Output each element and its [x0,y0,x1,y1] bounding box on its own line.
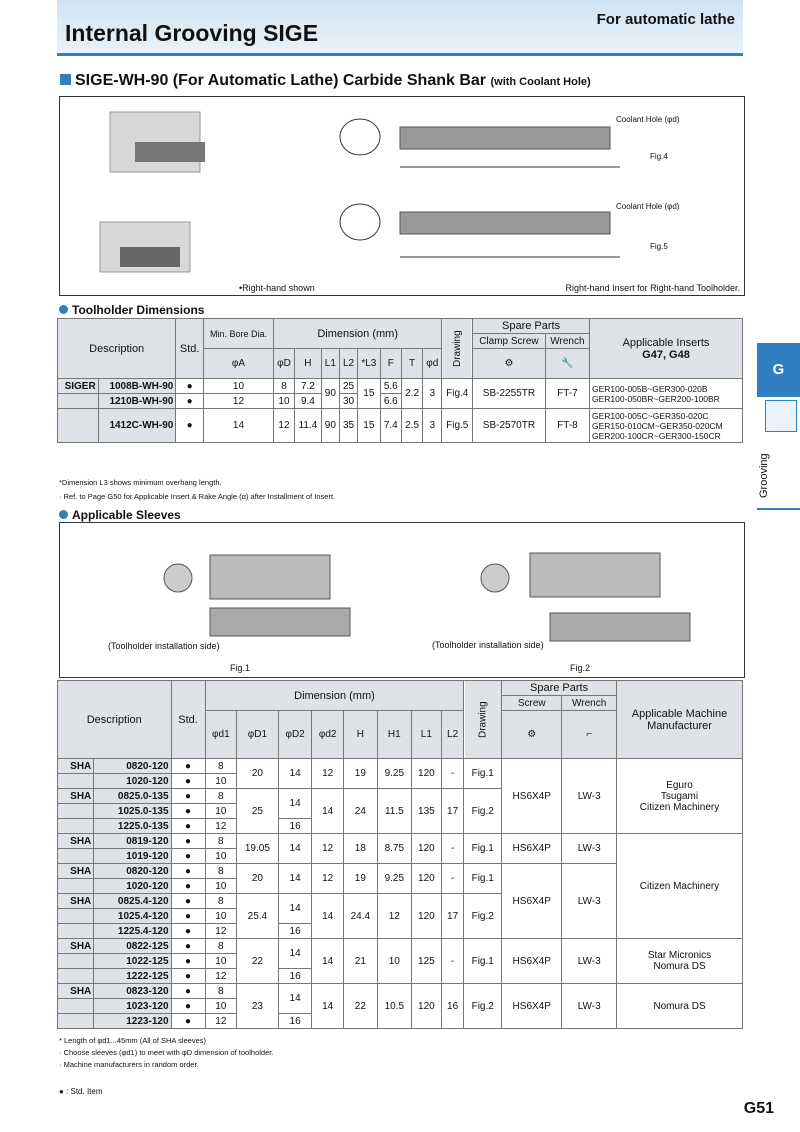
table-cell [58,879,94,894]
table-cell: 17 [441,789,463,834]
table-cell: ● [171,999,205,1014]
note: · Choose sleeves (φd1) to meet with φD dimension of toolholder. [59,1048,274,1057]
table-cell: Fig.1 [464,834,502,864]
table-cell [58,909,94,924]
note: *Dimension L3 shows minimum overhang length. [59,478,222,487]
table-cell: SHA [58,984,94,999]
table-cell: 8 [205,894,236,909]
table-cell: HS6X4P [502,834,562,864]
table-cell: 14 [312,939,343,984]
table-cell: Fig.1 [464,864,502,894]
maker-name: Nomura DS [653,961,706,972]
table-cell: ● [171,819,205,834]
sleeve-diagram [59,522,745,678]
table-cell: 135 [411,789,441,834]
table-cell: ● [171,864,205,879]
table-cell: - [441,864,463,894]
table-cell: 14 [278,864,312,894]
table-cell: 23 [237,984,279,1029]
table-cell: 8 [205,759,236,774]
table-cell: 18 [343,834,377,864]
table-cell: 12 [205,819,236,834]
right-hand-insert-note: Right-hand Insert for Right-hand Toolholder. [565,283,740,293]
table-cell: 10 [205,849,236,864]
table-cell: 1020-120 [94,774,171,789]
coolant-label: Coolant Hole (φd) [616,115,680,124]
grooving-icon [765,400,797,432]
table-cell: 1022-125 [94,954,171,969]
table-cell: 16 [278,1014,312,1029]
page-header [57,0,743,56]
section-vertical-label: Grooving [758,453,770,499]
table-cell: SHA [58,894,94,909]
table-cell: 14 [278,984,312,1014]
table-cell: 16 [278,819,312,834]
table-cell: LW-3 [562,984,617,1029]
table-cell: 22 [343,984,377,1029]
table-cell: 9.25 [377,759,411,789]
table-cell: 8 [205,864,236,879]
install-label-2: (Toolholder installation side) [432,640,544,650]
table-cell: 120 [411,864,441,894]
table-cell: 14 [312,789,343,834]
table-cell: 10 [205,999,236,1014]
table-cell: HS6X4P [502,864,562,939]
table-cell: ● [171,774,205,789]
legend: ● : Std. Item [59,1087,103,1096]
table-cell: LW-3 [562,939,617,984]
table-cell [617,939,743,984]
table-cell: ● [171,1014,205,1029]
tool-diagram [59,96,745,296]
table-cell: ● [171,924,205,939]
table-cell [58,969,94,984]
table-cell: 21 [343,939,377,984]
table-cell: 0823-120 [94,984,171,999]
table-row: SIGER 1008B-WH-90 ● 10 8 7.2 90 25 15 5.6 2.2 3 Fig.4 SB-2255TR FT-7 GER100-005B~GER300-020B GER100-050BR~GER200-100BR [58,379,743,394]
page-title: Internal Grooving SIGE [65,20,319,46]
fig1-label: Fig.1 [230,663,251,673]
maker-name: Citizen Machinery [639,801,720,813]
table-cell: 1222-125 [94,969,171,984]
table-cell [58,954,94,969]
table-cell [58,1014,94,1029]
table-cell [617,834,743,939]
fig4-label: Fig.4 [650,152,668,161]
table-cell: Fig.1 [464,939,502,984]
table-cell: 12 [312,759,343,789]
table-cell: Fig.2 [464,789,502,834]
table-cell: 120 [411,759,441,789]
table-cell: 10 [205,909,236,924]
table-cell: 14 [278,789,312,819]
table-cell: 14 [278,759,312,789]
table-cell: 14 [312,984,343,1029]
table-cell: 16 [278,969,312,984]
table-cell: SHA [58,789,94,804]
table-cell: 16 [278,924,312,939]
clamp-screw-icon: ⚙ [473,349,546,379]
table-cell: 12 [312,864,343,894]
table-cell: 10 [205,774,236,789]
table-cell: 24.4 [343,894,377,939]
install-label: (Toolholder installation side) [108,641,220,651]
sleeves-table: Description Std. Dimension (mm) Drawing Spare Parts Applicable Machine Manufacturer Screw Wrench φd1 φD1 φD2 φd2 H H1 L1 L2 ⚙ ⌐ SHA 0820-120 ● 8 20 14 12 19 9.25 120 - Fig.1 HS6X4P LW-3 Eguro Tsugami Citizen Machinery 1020-120 ● 10 SHA 0825.0-135 ● 8 25 14 14 24 11.5 135 17 Fig.2 1025.0-135 ● 10 1225.0-135 ● 12 16 SHA 0819-120 ● 8 19.05 14 12 18 8.75 120 - Fig.1 HS6X4P LW-3 Citizen Machinery 1019-120 ● 10 SHA 0820-120 ● 8 20 14 12 19 9.25 120 - Fig.1 HS6X4P LW-3 1020-120 ● 10 SHA 0825.4-120 ● 8 25.4 14 14 24.4 12 120 17 Fig.2 1025.4-120 ● 10 1225.4-120 ● 12 16 SHA 0822-125 ● 8 22 14 14 21 10 125 - Fig.1 HS6X4P LW-3 Star Micronics Nomura DS 1022-125 ● 10 1222-125 ● 12 16 SHA 0823-120 ● 8 23 14 14 22 10.5 120 16 Fig.2 HS6X4P LW-3 Nomura DS 1023-120 ● 10 1223-120 ● 12 16 [57,680,743,1029]
square-icon [60,74,71,85]
table-cell: 0825.4-120 [94,894,171,909]
table-cell [58,774,94,789]
hex-wrench-icon: ⌐ [562,711,617,759]
table-cell: 0820-120 [94,759,171,774]
table-cell: ● [171,984,205,999]
table-cell: SHA [58,939,94,954]
table-cell: Fig.2 [464,984,502,1029]
table-cell: ● [171,954,205,969]
table-cell: 14 [278,894,312,924]
table-cell: 24 [343,789,377,834]
divider [757,508,800,510]
table-cell: 12 [205,969,236,984]
table-cell: 120 [411,894,441,939]
table-cell: 11.5 [377,789,411,834]
table-cell [617,984,743,1029]
table-cell: 22 [237,939,279,984]
bullet-icon [59,510,68,519]
table-cell: LW-3 [562,834,617,864]
table-cell: 8 [205,984,236,999]
table-cell: LW-3 [562,864,617,939]
maker-name: Eguro [666,779,693,791]
table-cell: 8.75 [377,834,411,864]
toolholder-table: Description Std. Min. Bore Dia. Dimension (mm) Drawing Spare Parts Applicable Inserts G47, G48 Clamp Screw Wrench φA φD H L1 L2 *L3 F T φd ⚙ 🔧 SIGER 1008B-WH-90 ● 10 8 7.2 90 25 15 5.6 2.2 3 Fig.4 SB-2255TR FT-7 GER100-005B~GER300-020B GER100-050BR~GER200-100BR 1210B-WH-90 ● 12 10 9.4 30 6.6 1412C-WH-90 ● 14 12 11.4 90 35 15 7.4 2.5 3 Fig.5 SB-2570TR FT-8 GER100-005C~GER350-020C GER150-010CM~GER350-020CM GER200-100CR~GER300-150CR [57,318,743,443]
fig5-label: Fig.5 [650,242,668,251]
table-cell: 12 [205,924,236,939]
table-cell: ● [171,789,205,804]
table-cell: 1025.0-135 [94,804,171,819]
table-cell: ● [171,939,205,954]
table-cell [58,924,94,939]
table-cell: HS6X4P [502,984,562,1029]
table-cell: 12 [205,1014,236,1029]
table-cell: 1223-120 [94,1014,171,1029]
table-cell: 1019-120 [94,849,171,864]
table-cell: Fig.2 [464,894,502,939]
table-row [58,939,743,954]
page-subtitle: For automatic lathe [596,11,735,28]
table-cell: - [441,759,463,789]
table-cell: 12 [312,834,343,864]
screw-icon: ⚙ [502,711,562,759]
section-tab: G [757,343,800,397]
table-cell: HS6X4P [502,939,562,984]
section-title: SIGE-WH-90 (For Automatic Lathe) Carbide Shank Bar (with Coolant Hole) [60,72,591,90]
wrench-icon: 🔧 [545,349,589,379]
table-cell: HS6X4P [502,759,562,834]
note: * Length of φd1...45mm (All of SHA sleeves) [59,1036,207,1045]
table-row [58,984,743,999]
table-cell: 14 [312,894,343,939]
sleeve-rows [58,759,743,1029]
table-cell: ● [171,834,205,849]
maker-name: Citizen Machinery [639,880,720,892]
table-cell: 10 [205,804,236,819]
table-cell: 1023-120 [94,999,171,1014]
table-cell: 17 [441,894,463,939]
table-row [58,834,743,849]
table-cell: 0820-120 [94,864,171,879]
table-cell [58,804,94,819]
table-cell: 1020-120 [94,879,171,894]
maker-name: Star Micronics [647,950,712,961]
note: · Ref. to Page G50 for Applicable Insert & Rake Angle (α) after Installment of Insert. [59,492,336,501]
page-number: G51 [743,1100,774,1117]
maker-name: Tsugami [660,790,699,802]
table-cell: 14 [278,834,312,864]
sleeves-heading: Applicable Sleeves [59,508,181,522]
table-row: 1210B-WH-90 ● 12 10 9.4 30 6.6 [58,394,743,409]
table-cell: 25.4 [237,894,279,939]
table-cell: - [441,834,463,864]
table-cell: 0825.0-135 [94,789,171,804]
table-row [58,759,743,774]
table-cell: SHA [58,864,94,879]
table-cell: 8 [205,834,236,849]
table-cell: 20 [237,759,279,789]
table-cell: 10 [205,954,236,969]
table-cell: 1225.0-135 [94,819,171,834]
table-cell: 25 [237,789,279,834]
right-hand-note: •Right-hand shown [239,283,315,293]
table-cell: 9.25 [377,864,411,894]
table-cell: 14 [278,939,312,969]
table-cell [58,999,94,1014]
maker-name: Nomura DS [653,1000,706,1012]
table-cell: SHA [58,759,94,774]
inserts-header: Applicable Inserts G47, G48 [590,319,743,379]
table-cell [617,759,743,834]
table-cell: 0822-125 [94,939,171,954]
table-cell: 120 [411,984,441,1029]
table-cell [58,849,94,864]
table-cell: 19.05 [237,834,279,864]
table-cell: 1025.4-120 [94,909,171,924]
table-cell: SHA [58,834,94,849]
table-cell: 12 [377,894,411,939]
fig2-label: Fig.2 [570,663,591,673]
table-cell: - [441,939,463,984]
table-cell: ● [171,804,205,819]
table-cell: 20 [237,864,279,894]
table-cell: LW-3 [562,759,617,834]
table-row: 1412C-WH-90 ● 14 12 11.4 90 35 15 7.4 2.5 3 Fig.5 SB-2570TR FT-8 GER100-005C~GER350-020C GER150-010CM~GER350-020CM GER200-100CR~GER300-150CR [58,409,743,443]
note: · Machine manufacturers in random order. [59,1060,199,1069]
table-cell: 8 [205,789,236,804]
table-cell: 16 [441,984,463,1029]
table-cell: 10 [377,939,411,984]
toolholder-heading: Toolholder Dimensions [59,303,204,317]
table-cell: 10 [205,879,236,894]
table-cell: 19 [343,759,377,789]
table-cell: ● [171,879,205,894]
table-cell: 19 [343,864,377,894]
coolant-label-2: Coolant Hole (φd) [616,202,680,211]
table-cell: 1225.4-120 [94,924,171,939]
table-cell [58,819,94,834]
tool-drawing [60,97,744,287]
table-cell: ● [171,909,205,924]
table-cell: Fig.1 [464,759,502,789]
table-cell: ● [171,849,205,864]
table-cell: 10.5 [377,984,411,1029]
table-cell: ● [171,894,205,909]
table-cell: 120 [411,834,441,864]
table-cell: 125 [411,939,441,984]
table-cell: ● [171,969,205,984]
table-cell: ● [171,759,205,774]
table-cell: 8 [205,939,236,954]
bullet-icon [59,305,68,314]
table-cell: 0819-120 [94,834,171,849]
